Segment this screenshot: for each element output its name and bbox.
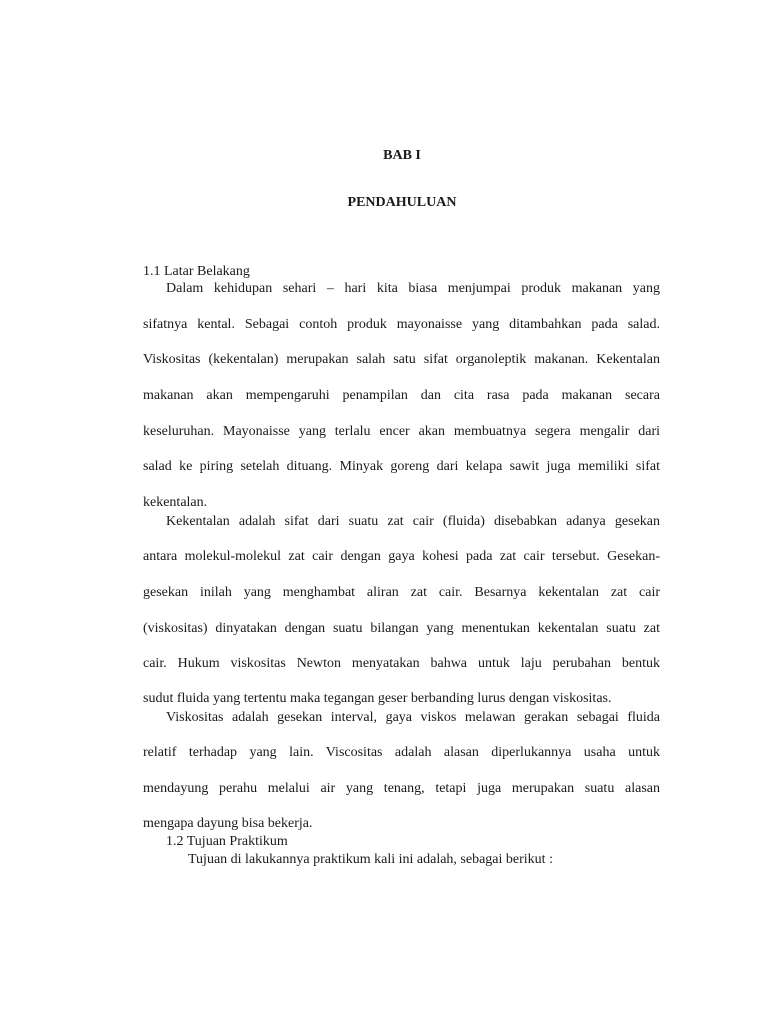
paragraph-line: kekentalan.: [143, 495, 208, 510]
section-heading-1-1: 1.1 Latar Belakang: [143, 264, 250, 279]
paragraph-line: Dalam kehidupan sehari – hari kita biasa menjumpai produk makanan yang: [166, 281, 660, 296]
paragraph-line: cair. Hukum viskositas Newton menyatakan bahwa untuk laju perubahan bentuk: [143, 656, 660, 671]
paragraph-line: Tujuan di lakukannya praktikum kali ini adalah, sebagai berikut :: [188, 852, 553, 867]
paragraph-line: gesekan inilah yang menghambat aliran zat cair. Besarnya kekentalan zat cair: [143, 585, 660, 600]
section-heading-1-2: 1.2 Tujuan Praktikum: [166, 834, 288, 849]
paragraph-line: Viskositas (kekentalan) merupakan salah satu sifat organoleptik makanan. Kekentalan: [143, 352, 660, 367]
paragraph-line: makanan akan mempengaruhi penampilan dan cita rasa pada makanan secara: [143, 388, 660, 403]
paragraph-line: salad ke piring setelah dituang. Minyak goreng dari kelapa sawit juga memiliki sifat: [143, 459, 660, 474]
paragraph-line: (viskositas) dinyatakan dengan suatu bilangan yang menentukan kekentalan suatu zat: [143, 621, 660, 636]
paragraph-line: sifatnya kental. Sebagai contoh produk mayonaisse yang ditambahkan pada salad.: [143, 317, 660, 332]
paragraph-line: mendayung perahu melalui air yang tenang, tetapi juga merupakan suatu alasan: [143, 781, 660, 796]
paragraph-line: antara molekul-molekul zat cair dengan gaya kohesi pada zat cair tersebut. Gesekan-: [143, 549, 660, 564]
paragraph-line: keseluruhan. Mayonaisse yang terlalu encer akan membuatnya segera mengalir dari: [143, 424, 660, 439]
paragraph-line: mengapa dayung bisa bekerja.: [143, 816, 313, 831]
paragraph-line: Kekentalan adalah sifat dari suatu zat cair (fluida) disebabkan adanya gesekan: [166, 514, 660, 529]
paragraph-line: Viskositas adalah gesekan interval, gaya viskos melawan gerakan sebagai fluida: [166, 710, 660, 725]
chapter-title: PENDAHULUAN: [347, 195, 457, 210]
paragraph-line: relatif terhadap yang lain. Viscositas adalah alasan diperlukannya usaha untuk: [143, 745, 660, 760]
chapter-number: BAB I: [383, 148, 421, 163]
paragraph-line: sudut fluida yang tertentu maka tegangan geser berbanding lurus dengan viskositas.: [143, 691, 612, 706]
